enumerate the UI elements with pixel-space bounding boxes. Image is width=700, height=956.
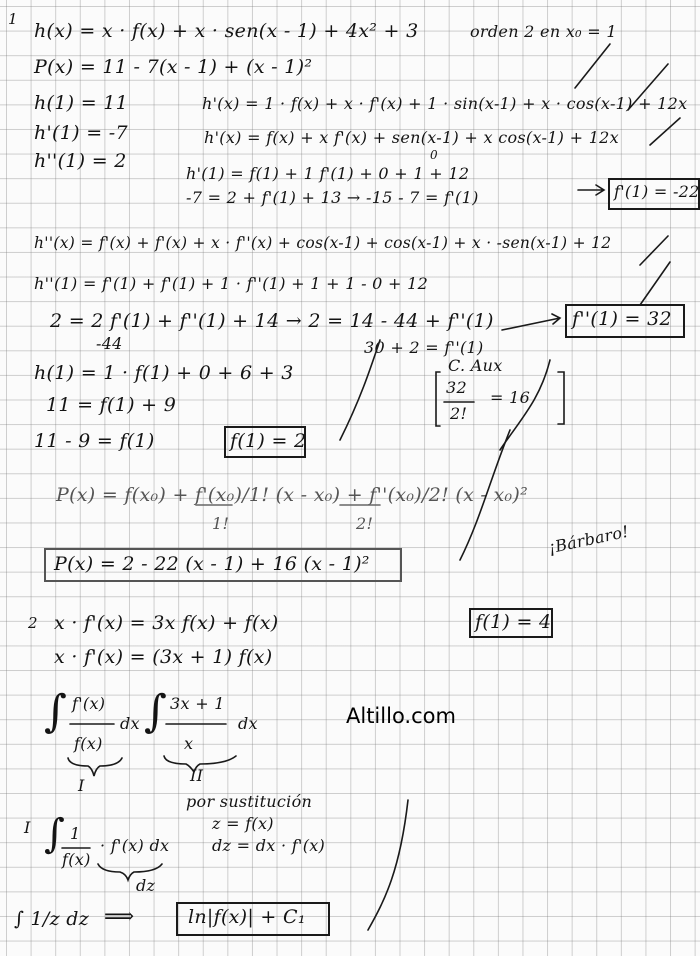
second-derivative-solve: 2 = 2 f'(1) + f''(1) + 14 → 2 = 14 - 44 + f''(1) xyxy=(50,310,494,332)
h-definition: h(x) = x · f(x) + x · sen(x - 1) + 4x² + 3 xyxy=(34,20,419,42)
integral-left-numerator: f'(x) xyxy=(72,694,106,713)
remark: ¡Bárbaro! xyxy=(546,521,631,558)
aux-result: = 16 xyxy=(490,388,531,407)
h-value-0: h(1) = 11 xyxy=(34,92,129,114)
integral-sign-left: ∫ xyxy=(44,686,68,737)
label-one-again: I xyxy=(24,818,31,837)
final-polynomial: P(x) = 2 - 22 (x - 1) + 16 (x - 1)² xyxy=(54,553,370,575)
substitution-method: por sustitución xyxy=(186,792,313,811)
substitution-dz: dz = dx · f'(x) xyxy=(212,836,326,855)
initial-condition: f(1) = 4 xyxy=(475,611,552,633)
watermark: Altillo.com xyxy=(346,704,456,728)
given-polynomial: P(x) = 11 - 7(x - 1) + (x - 1)² xyxy=(34,56,313,78)
integral-sign-right: ∫ xyxy=(144,686,168,737)
second-derivative: h''(x) = f'(x) + f'(x) + x · f''(x) + cos(x-1) + cos(x-1) + x · -sen(x-1) + 12 xyxy=(34,234,612,252)
zero-mark: 0 xyxy=(430,148,438,162)
label-two: II xyxy=(190,766,204,785)
taylor-denominator-2: 2! xyxy=(356,514,374,533)
integral-left-dx: dx xyxy=(120,714,140,733)
first-derivative-solve: -7 = 2 + f'(1) + 13 → -15 - 7 = f'(1) xyxy=(186,188,479,207)
h-of-one-eval: h(1) = 1 · f(1) + 0 + 6 + 3 xyxy=(34,362,294,384)
second-derivative-eval: h''(1) = f'(1) + f'(1) + 1 · f''(1) + 1 + 1 - 0 + 12 xyxy=(34,274,429,293)
h-of-one-simplified: 11 = f(1) + 9 xyxy=(46,394,177,416)
f-of-one-solve: 11 - 9 = f(1) xyxy=(34,430,155,452)
taylor-general-formula: P(x) = f(x₀) + f'(x₀)/1! (x - x₀) + f''(x₀)/2! (x - x₀)² xyxy=(56,484,529,506)
dz-label: dz xyxy=(136,876,156,895)
first-derivative-simplified: h'(x) = f(x) + x f'(x) + sen(x-1) + x cos(x-1) + 12x xyxy=(204,128,619,147)
result-f: f(1) = 2 xyxy=(230,430,307,452)
integral-right-dx: dx xyxy=(238,714,258,733)
problem-1-number: 1 xyxy=(8,10,18,28)
second-derivative-sub: -44 xyxy=(96,334,123,353)
integral-I-numerator: 1 xyxy=(70,824,81,843)
h-value-2: h''(1) = 2 xyxy=(34,150,127,172)
aux-denominator: 2! xyxy=(450,404,468,423)
integral-sign-I: ∫ xyxy=(44,811,66,857)
integral-z: ∫ 1/z dz xyxy=(14,908,90,930)
integral-left-denominator: f(x) xyxy=(74,734,103,753)
integral-right-numerator: 3x + 1 xyxy=(170,694,225,713)
substitution-z: z = f(x) xyxy=(212,814,274,833)
integral-I-rest: · f'(x) dx xyxy=(100,836,170,855)
aux-label: C. Aux xyxy=(448,356,503,375)
implies-arrow: ⟹ xyxy=(104,904,135,928)
problem-2-number: 2 xyxy=(28,614,38,632)
result-f-second: f''(1) = 32 xyxy=(572,308,672,330)
label-one: I xyxy=(78,776,85,795)
order-note: orden 2 en x₀ = 1 xyxy=(470,22,617,41)
first-derivative-eval: h'(1) = f(1) + 1 f'(1) + 0 + 1 + 12 xyxy=(186,164,470,183)
first-derivative: h'(x) = 1 · f(x) + x · f'(x) + 1 · sin(x-1) + x · cos(x-1) + 12x xyxy=(202,94,688,113)
second-derivative-final: 30 + 2 = f''(1) xyxy=(364,338,484,357)
equation-line-1: x · f'(x) = 3x f(x) + f(x) xyxy=(54,612,279,634)
result-f-prime: f'(1) = -22 xyxy=(614,182,700,201)
aux-numerator: 32 xyxy=(446,378,467,397)
integral-result: ln|f(x)| + C₁ xyxy=(188,906,306,928)
integral-right-denominator: x xyxy=(184,734,194,753)
equation-line-2: x · f'(x) = (3x + 1) f(x) xyxy=(54,646,273,668)
taylor-denominator-1: 1! xyxy=(212,514,230,533)
integral-I-denominator: f(x) xyxy=(62,850,91,869)
h-value-1: h'(1) = -7 xyxy=(34,122,128,144)
